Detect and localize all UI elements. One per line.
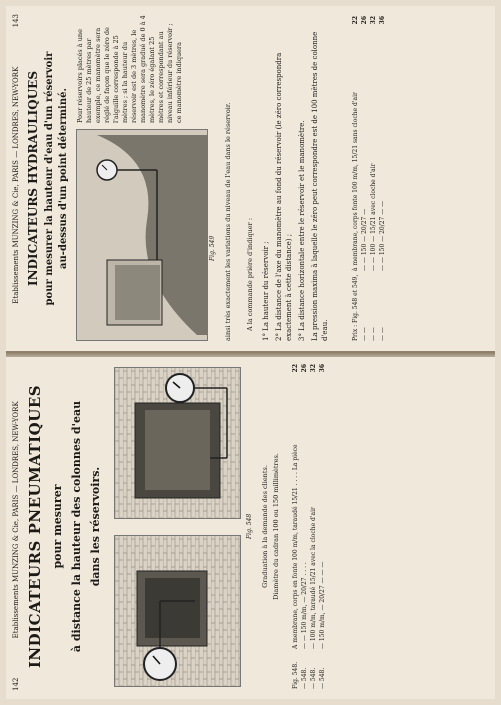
price-list xyxy=(291,364,327,689)
price-value: 32 xyxy=(370,16,377,25)
price-row xyxy=(378,16,387,341)
continuation-text: ainsi très exactement les variations du niveau de l'eau dans le réservoir. xyxy=(224,102,232,341)
figure-reservoir-gauge-1 xyxy=(114,535,241,687)
page-142 xyxy=(6,353,495,699)
price-desc: — — 150 — 20/27 — xyxy=(361,208,368,271)
price-desc: — 150 m/m, — 20/27 — — — xyxy=(319,561,326,649)
price-list xyxy=(351,16,387,341)
price-ref: — — xyxy=(370,327,377,341)
running-header xyxy=(12,14,20,343)
list-item: 2° La distance de l'axe du manomètre au fond du réservoir (le zéro correspondra exactement à cette distance) ; xyxy=(275,52,293,341)
page-subtitle-2: au-dessus d'un point déterminé. xyxy=(58,88,69,269)
hydraulic-diagram xyxy=(77,130,207,340)
side-description: Pour réservoirs placés à une hauteur de 25 mètres par exemple, ce manomètre sera réglé de façon que le zéro de l'aiguille corresponde à 25 mètres ; si la hauteur du réservoir est de 3 mètres, le manomètre sera gradué de 0 à 4 mètres, le zéro égalant 25 mètres et correspondant au niveau inférieur du réservoir ; ce manomètre indiquera xyxy=(76,15,183,123)
price-row xyxy=(369,16,378,341)
diameter-note: Diamètre du cadran 100 ou 150 millimètres. xyxy=(272,453,280,600)
page-title: INDICATEURS HYDRAULIQUES xyxy=(26,71,40,287)
price-ref: Prix : Fig. 548 et 549, xyxy=(352,274,359,341)
price-desc: — — 100 — 15/21 avec cloche d'air xyxy=(370,163,377,271)
price-ref: — — xyxy=(379,327,386,341)
price-value: 36 xyxy=(319,364,326,373)
price-desc: — — 150 — 20/27 — — xyxy=(379,200,386,271)
order-items xyxy=(261,16,333,341)
page-143 xyxy=(6,6,495,351)
price-row xyxy=(300,364,309,689)
page-title: INDICATEURS PNEUMATIQUES xyxy=(26,384,44,669)
figure-reservoir-gauge-2 xyxy=(114,367,241,519)
price-value: 36 xyxy=(379,16,386,25)
page-subtitle: pour mesurer xyxy=(51,484,64,569)
list-item: La pression maxima à laquelle le zéro peut correspondre est de 100 mètres de colonne d'eau. xyxy=(311,31,329,341)
price-desc: — 100 m/m, taraudé 15/21 avec la cloche d'air xyxy=(310,507,317,649)
price-ref: — 548. xyxy=(301,667,308,689)
price-desc: à membrane, corps fonte 100 m/m, 15/21 sans cloche d'air xyxy=(352,92,359,271)
page-subtitle-2: à distance la hauteur des colonnes d'eau xyxy=(70,400,83,653)
price-ref: — — xyxy=(361,327,368,341)
price-row xyxy=(360,16,369,341)
figure-hydraulic-indicator xyxy=(76,129,208,341)
list-item: 1° La hauteur du réservoir ; xyxy=(262,241,270,341)
price-desc: — — 150 m/m, — 20/27 . . . . xyxy=(301,562,308,649)
price-value: 26 xyxy=(361,16,368,25)
list-item: 3° La distance horizontale entre le réservoir et le manomètre. xyxy=(298,120,306,341)
price-value: 26 xyxy=(301,364,308,373)
price-value: 32 xyxy=(310,364,317,373)
price-row xyxy=(351,16,360,341)
price-value: 22 xyxy=(292,364,299,373)
price-ref: — 548. xyxy=(310,667,317,689)
price-ref: Fig. 548. xyxy=(292,661,299,689)
price-row xyxy=(309,364,318,689)
header-brand: Etablissements MUNZING & Cie, PARIS — LONDRES, NEW-YORK xyxy=(12,401,20,639)
price-value: 22 xyxy=(352,16,359,25)
price-row xyxy=(291,364,300,689)
page-number: 143 xyxy=(12,14,20,28)
price-desc: A membrane, corps en fonte 100 m/m, taraudé 15/21 . . . . La pièce xyxy=(292,444,299,649)
figure-label: Fig. 549 xyxy=(209,235,216,261)
figure-label: Fig. 548 xyxy=(246,513,253,539)
page-subtitle: pour mesurer la hauteur d'eau d'un réservoir xyxy=(44,51,55,306)
graduation-note: Graduation à la demande des clients. xyxy=(261,465,269,588)
page-subtitle-3: dans les réservoirs. xyxy=(89,466,102,587)
header-brand: Etablissements MUNZING & Cie, PARIS — LONDRES, NEW-YORK xyxy=(12,66,20,304)
page-number: 142 xyxy=(12,677,20,691)
order-intro: A la commande prière d'indiquer : xyxy=(246,217,254,331)
reservoir-tank-illustration xyxy=(115,368,240,518)
brick-wall-illustration xyxy=(115,536,240,686)
price-ref: — 548. xyxy=(319,667,326,689)
running-header xyxy=(12,362,20,691)
price-row xyxy=(318,364,327,689)
